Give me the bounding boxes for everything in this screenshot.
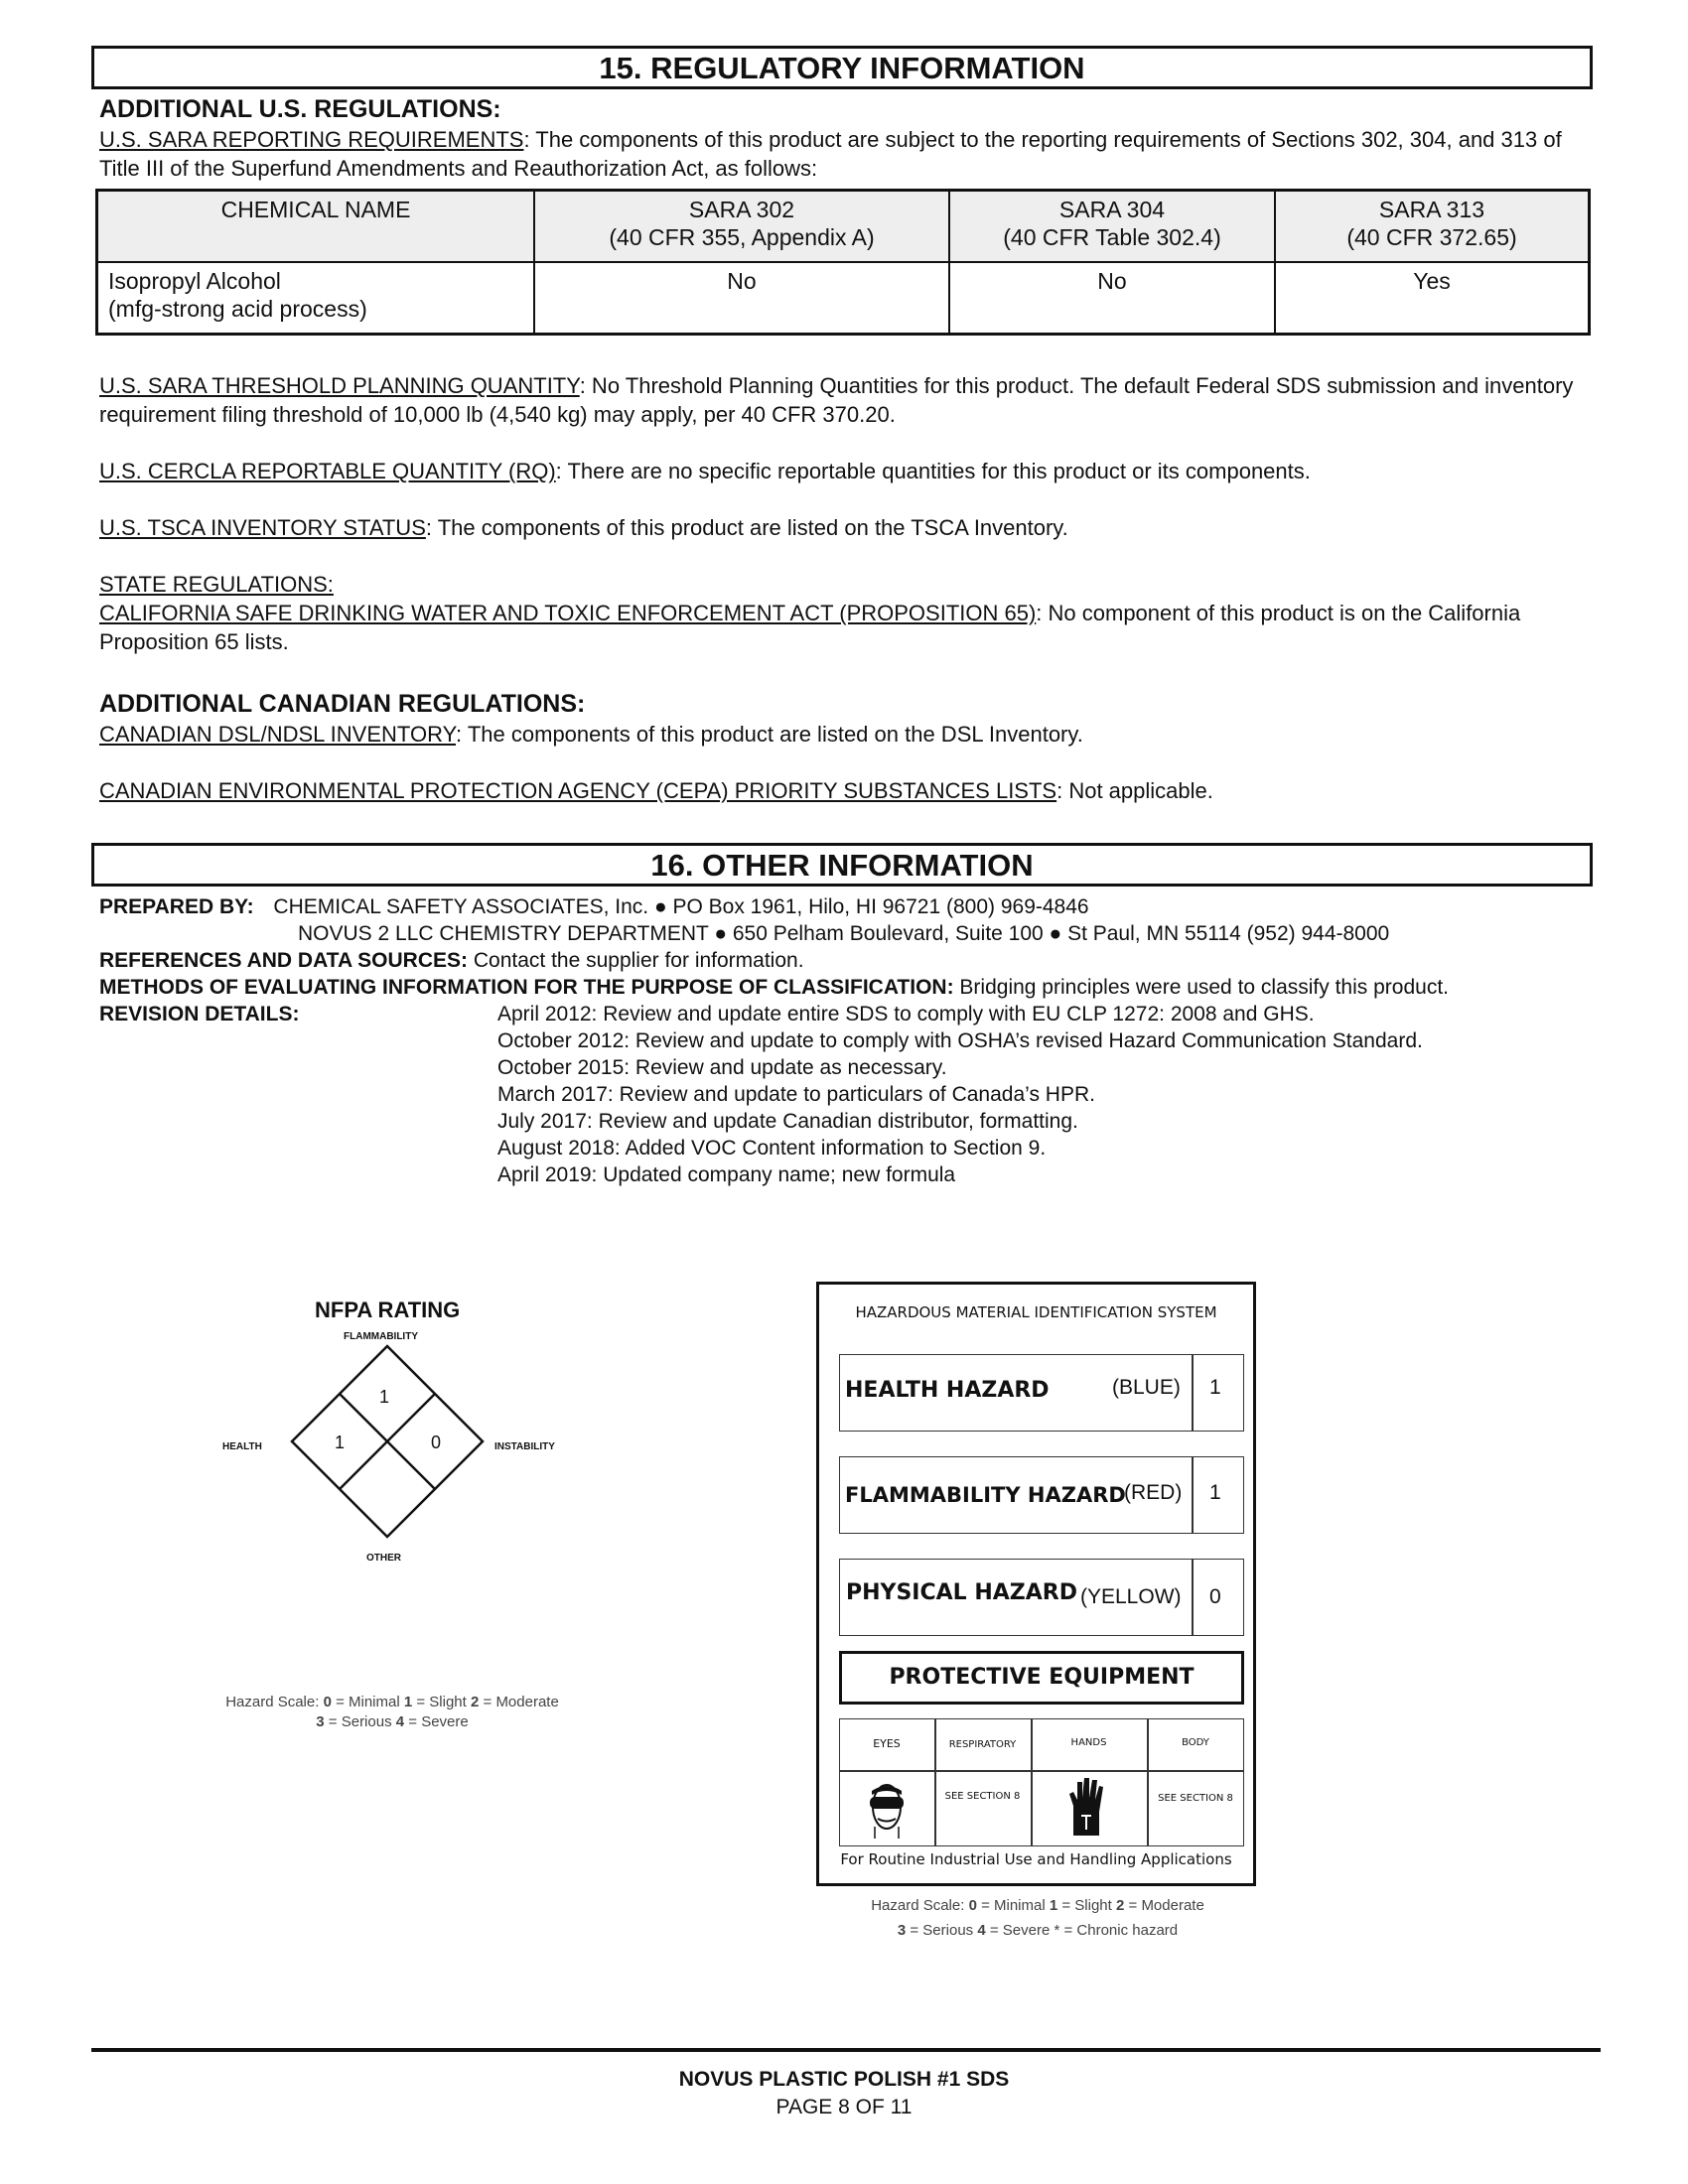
section-16-title: 16. OTHER INFORMATION bbox=[91, 843, 1593, 887]
header-subline: (40 CFR 355, Appendix A) bbox=[609, 224, 875, 250]
list-item: August 2018: Added VOC Content information to Section 9. bbox=[497, 1137, 1047, 1160]
chemical-name-cell bbox=[97, 262, 535, 335]
hmis-physical-color: (YELLOW) bbox=[1080, 1585, 1182, 1608]
sara-requirements-paragraph bbox=[99, 125, 1589, 183]
scale-key: 3 bbox=[897, 1922, 907, 1939]
nfpa-scale-line1 bbox=[159, 1693, 626, 1712]
scale-key: 3 bbox=[316, 1713, 325, 1730]
tpq-text: : No Threshold Planning Quantities for this product. The default Federal SDS submission and inventory requirement filing threshold of 10,000 lb (4,540 kg) may apply, per 40 CFR 370.20. bbox=[99, 373, 1574, 427]
footer-page: PAGE 8 OF 11 bbox=[775, 2096, 913, 2118]
hmis-flammability-label: FLAMMABILITY HAZARD bbox=[845, 1483, 1126, 1507]
prepared-by-line1: CHEMICAL SAFETY ASSOCIATES, Inc. ● PO Box 1961, Hilo, HI 96721 (800) 969-4846 bbox=[273, 895, 1089, 918]
list-item: July 2017: Review and update Canadian distributor, formatting. bbox=[497, 1110, 1078, 1133]
tpq-paragraph bbox=[99, 371, 1589, 429]
scale-text: = Serious bbox=[906, 1922, 978, 1939]
cepa-text: : Not applicable. bbox=[1056, 778, 1213, 803]
tsca-paragraph bbox=[99, 513, 1589, 542]
scale-text: = Slight bbox=[1057, 1897, 1116, 1914]
scale-text: = Moderate bbox=[1124, 1897, 1204, 1914]
cercla-text: : There are no specific reportable quantities for this product or its components. bbox=[555, 459, 1311, 483]
header-line: SARA 313 bbox=[1378, 197, 1485, 222]
scale-key: 1 bbox=[1049, 1897, 1058, 1914]
dsl-paragraph bbox=[99, 720, 1589, 749]
hmis-protective-title: PROTECTIVE EQUIPMENT bbox=[839, 1651, 1244, 1705]
tsca-text: : The components of this product are listed on the TSCA Inventory. bbox=[425, 515, 1068, 540]
header-line: SARA 302 bbox=[688, 197, 795, 222]
additional-us-heading: ADDITIONAL U.S. REGULATIONS: bbox=[99, 95, 501, 123]
list-item: March 2017: Review and update to particulars of Canada’s HPR. bbox=[497, 1083, 1095, 1106]
hmis-title: HAZARDOUS MATERIAL IDENTIFICATION SYSTEM bbox=[855, 1303, 1217, 1321]
table-header-sara304 bbox=[949, 191, 1275, 263]
scale-key: 0 bbox=[323, 1694, 332, 1710]
scale-key: 1 bbox=[403, 1694, 413, 1710]
ppe-body-text: SEE SECTION 8 bbox=[1158, 1793, 1233, 1804]
header-line: SARA 304 bbox=[1058, 197, 1166, 222]
methods-text: Bridging principles were used to classify this product. bbox=[953, 976, 1449, 999]
ppe-header-eyes: EYES bbox=[873, 1737, 901, 1750]
list-item: April 2012: Review and update entire SDS to comply with EU CLP 1272: 2008 and GHS. bbox=[497, 1003, 1315, 1025]
sara302-cell: No bbox=[534, 262, 949, 335]
nfpa-title: NFPA RATING bbox=[315, 1297, 461, 1322]
prop65-paragraph bbox=[99, 599, 1589, 656]
hmis-health-color: (BLUE) bbox=[1112, 1376, 1181, 1399]
prop65-text: : No component of this product is on the California Proposition 65 lists. bbox=[99, 601, 1521, 654]
hmis-physical-divider bbox=[1192, 1559, 1194, 1636]
table-header-sara302 bbox=[534, 191, 949, 263]
hmis-flammability-divider bbox=[1192, 1456, 1194, 1534]
prepared-by-line2: NOVUS 2 LLC CHEMISTRY DEPARTMENT ● 650 Pelham Boulevard, Suite 100 ● St Paul, MN 55114 (952) 944-8000 bbox=[298, 922, 1390, 945]
references-text: Contact the supplier for information. bbox=[468, 949, 804, 972]
table-header-sara313 bbox=[1275, 191, 1590, 263]
scale-key: 4 bbox=[977, 1922, 986, 1939]
nfpa-flammability-label: FLAMMABILITY bbox=[344, 1331, 418, 1342]
nfpa-diamond bbox=[288, 1342, 496, 1551]
revision-list bbox=[497, 1001, 1423, 1188]
prepared-by-label: PREPARED BY: bbox=[99, 895, 254, 918]
cepa-label: CANADIAN ENVIRONMENTAL PROTECTION AGENCY (CEPA) PRIORITY SUBSTANCES LISTS bbox=[99, 778, 1057, 803]
gloves-icon bbox=[1063, 1772, 1109, 1838]
ppe-col-divider-1 bbox=[934, 1718, 936, 1846]
methods-row bbox=[99, 974, 1449, 1001]
ppe-header-body: BODY bbox=[1182, 1737, 1209, 1748]
revision-details-label: REVISION DETAILS: bbox=[99, 1003, 300, 1025]
hmis-footer-note: For Routine Industrial Use and Handling Applications bbox=[840, 1850, 1232, 1868]
hmis-scale-line2 bbox=[814, 1918, 1261, 1943]
references-row bbox=[99, 947, 804, 974]
header-subline: (40 CFR 372.65) bbox=[1346, 224, 1517, 250]
cercla-paragraph bbox=[99, 457, 1589, 485]
hmis-health-label: HEALTH HAZARD bbox=[845, 1378, 1050, 1403]
hmis-flammability-value: 1 bbox=[1209, 1481, 1221, 1504]
nfpa-instability-value: 0 bbox=[431, 1433, 442, 1452]
scale-text: = Slight bbox=[412, 1694, 471, 1710]
scale-text: = Serious bbox=[324, 1713, 396, 1730]
scale-prefix: Hazard Scale: bbox=[871, 1897, 969, 1914]
scale-text: = Minimal bbox=[976, 1897, 1050, 1914]
list-item: October 2015: Review and update as necessary. bbox=[497, 1056, 947, 1079]
dsl-label: CANADIAN DSL/NDSL INVENTORY bbox=[99, 722, 457, 747]
nfpa-scale-line2 bbox=[159, 1712, 626, 1732]
sara304-cell: No bbox=[949, 262, 1275, 335]
header-line: CHEMICAL NAME bbox=[220, 197, 411, 222]
scale-key: 0 bbox=[968, 1897, 977, 1914]
scale-text: = Minimal bbox=[331, 1694, 404, 1710]
prepared-by-row bbox=[99, 893, 1089, 920]
scale-key: 2 bbox=[1116, 1897, 1125, 1914]
cercla-label: U.S. CERCLA REPORTABLE QUANTITY (RQ) bbox=[99, 459, 556, 483]
ppe-header-hands: HANDS bbox=[1070, 1737, 1107, 1748]
nfpa-flammability-value: 1 bbox=[379, 1387, 390, 1407]
table-header-chemical-name bbox=[97, 191, 535, 263]
scale-text: = Severe bbox=[404, 1713, 469, 1730]
hmis-physical-value: 0 bbox=[1209, 1585, 1221, 1608]
tsca-label: U.S. TSCA INVENTORY STATUS bbox=[99, 515, 426, 540]
section-15-title: 15. REGULATORY INFORMATION bbox=[91, 46, 1593, 89]
sara-requirements-text: : The components of this product are subject to the reporting requirements of Sections 302, 304, and 313 of Title III of the Superfund Amendments and Reauthorization Act, as follows: bbox=[99, 127, 1562, 181]
list-item: October 2012: Review and update to comply with OSHA’s revised Hazard Communication Standard. bbox=[497, 1029, 1423, 1052]
nfpa-hazard-scale bbox=[159, 1693, 626, 1732]
hmis-hazard-scale bbox=[814, 1893, 1261, 1943]
safety-goggles-icon bbox=[862, 1777, 912, 1843]
ppe-header-respiratory: RESPIRATORY bbox=[948, 1739, 1017, 1750]
prop65-label: CALIFORNIA SAFE DRINKING WATER AND TOXIC ENFORCEMENT ACT (PROPOSITION 65) bbox=[99, 601, 1037, 625]
hmis-flammability-color: (RED) bbox=[1124, 1481, 1183, 1504]
nfpa-instability-label: INSTABILITY bbox=[494, 1441, 555, 1452]
scale-chronic: * = Chronic hazard bbox=[1054, 1922, 1179, 1939]
chemical-name: Isopropyl Alcohol bbox=[108, 268, 281, 294]
state-label: STATE REGULATIONS: bbox=[99, 572, 334, 597]
scale-prefix: Hazard Scale: bbox=[225, 1694, 324, 1710]
sara-table-header-row bbox=[97, 191, 1590, 263]
hmis-health-divider bbox=[1192, 1354, 1194, 1432]
sara-requirements-label: U.S. SARA REPORTING REQUIREMENTS bbox=[99, 127, 524, 152]
dsl-text: : The components of this product are listed on the DSL Inventory. bbox=[456, 722, 1083, 747]
table-row bbox=[97, 262, 1590, 335]
additional-canadian-heading: ADDITIONAL CANADIAN REGULATIONS: bbox=[99, 690, 586, 718]
scale-key: 2 bbox=[471, 1694, 480, 1710]
chemical-process: (mfg-strong acid process) bbox=[108, 296, 367, 322]
sara313-cell: Yes bbox=[1275, 262, 1590, 335]
list-item: April 2019: Updated company name; new formula bbox=[497, 1163, 956, 1186]
sara-table bbox=[95, 189, 1591, 336]
methods-label: METHODS OF EVALUATING INFORMATION FOR THE PURPOSE OF CLASSIFICATION: bbox=[99, 976, 954, 999]
hmis-health-value: 1 bbox=[1209, 1376, 1221, 1399]
nfpa-health-label: HEALTH bbox=[222, 1441, 262, 1452]
cepa-paragraph bbox=[99, 776, 1589, 805]
footer-product: NOVUS PLASTIC POLISH #1 SDS bbox=[678, 2068, 1010, 2091]
tpq-label: U.S. SARA THRESHOLD PLANNING QUANTITY bbox=[99, 373, 580, 398]
scale-text: = Moderate bbox=[479, 1694, 559, 1710]
hmis-physical-label: PHYSICAL HAZARD bbox=[846, 1580, 1077, 1605]
scale-key: 4 bbox=[395, 1713, 405, 1730]
state-regulations-label bbox=[99, 570, 1589, 599]
nfpa-health-value: 1 bbox=[335, 1433, 346, 1452]
nfpa-other-label: OTHER bbox=[366, 1553, 401, 1564]
ppe-respiratory-text: SEE SECTION 8 bbox=[944, 1791, 1021, 1802]
ppe-row-divider bbox=[839, 1770, 1244, 1772]
footer-divider bbox=[91, 2048, 1601, 2052]
scale-text: = Severe bbox=[985, 1922, 1055, 1939]
references-label: REFERENCES AND DATA SOURCES: bbox=[99, 949, 469, 972]
header-subline: (40 CFR Table 302.4) bbox=[1003, 224, 1221, 250]
hmis-scale-line1 bbox=[814, 1893, 1261, 1918]
